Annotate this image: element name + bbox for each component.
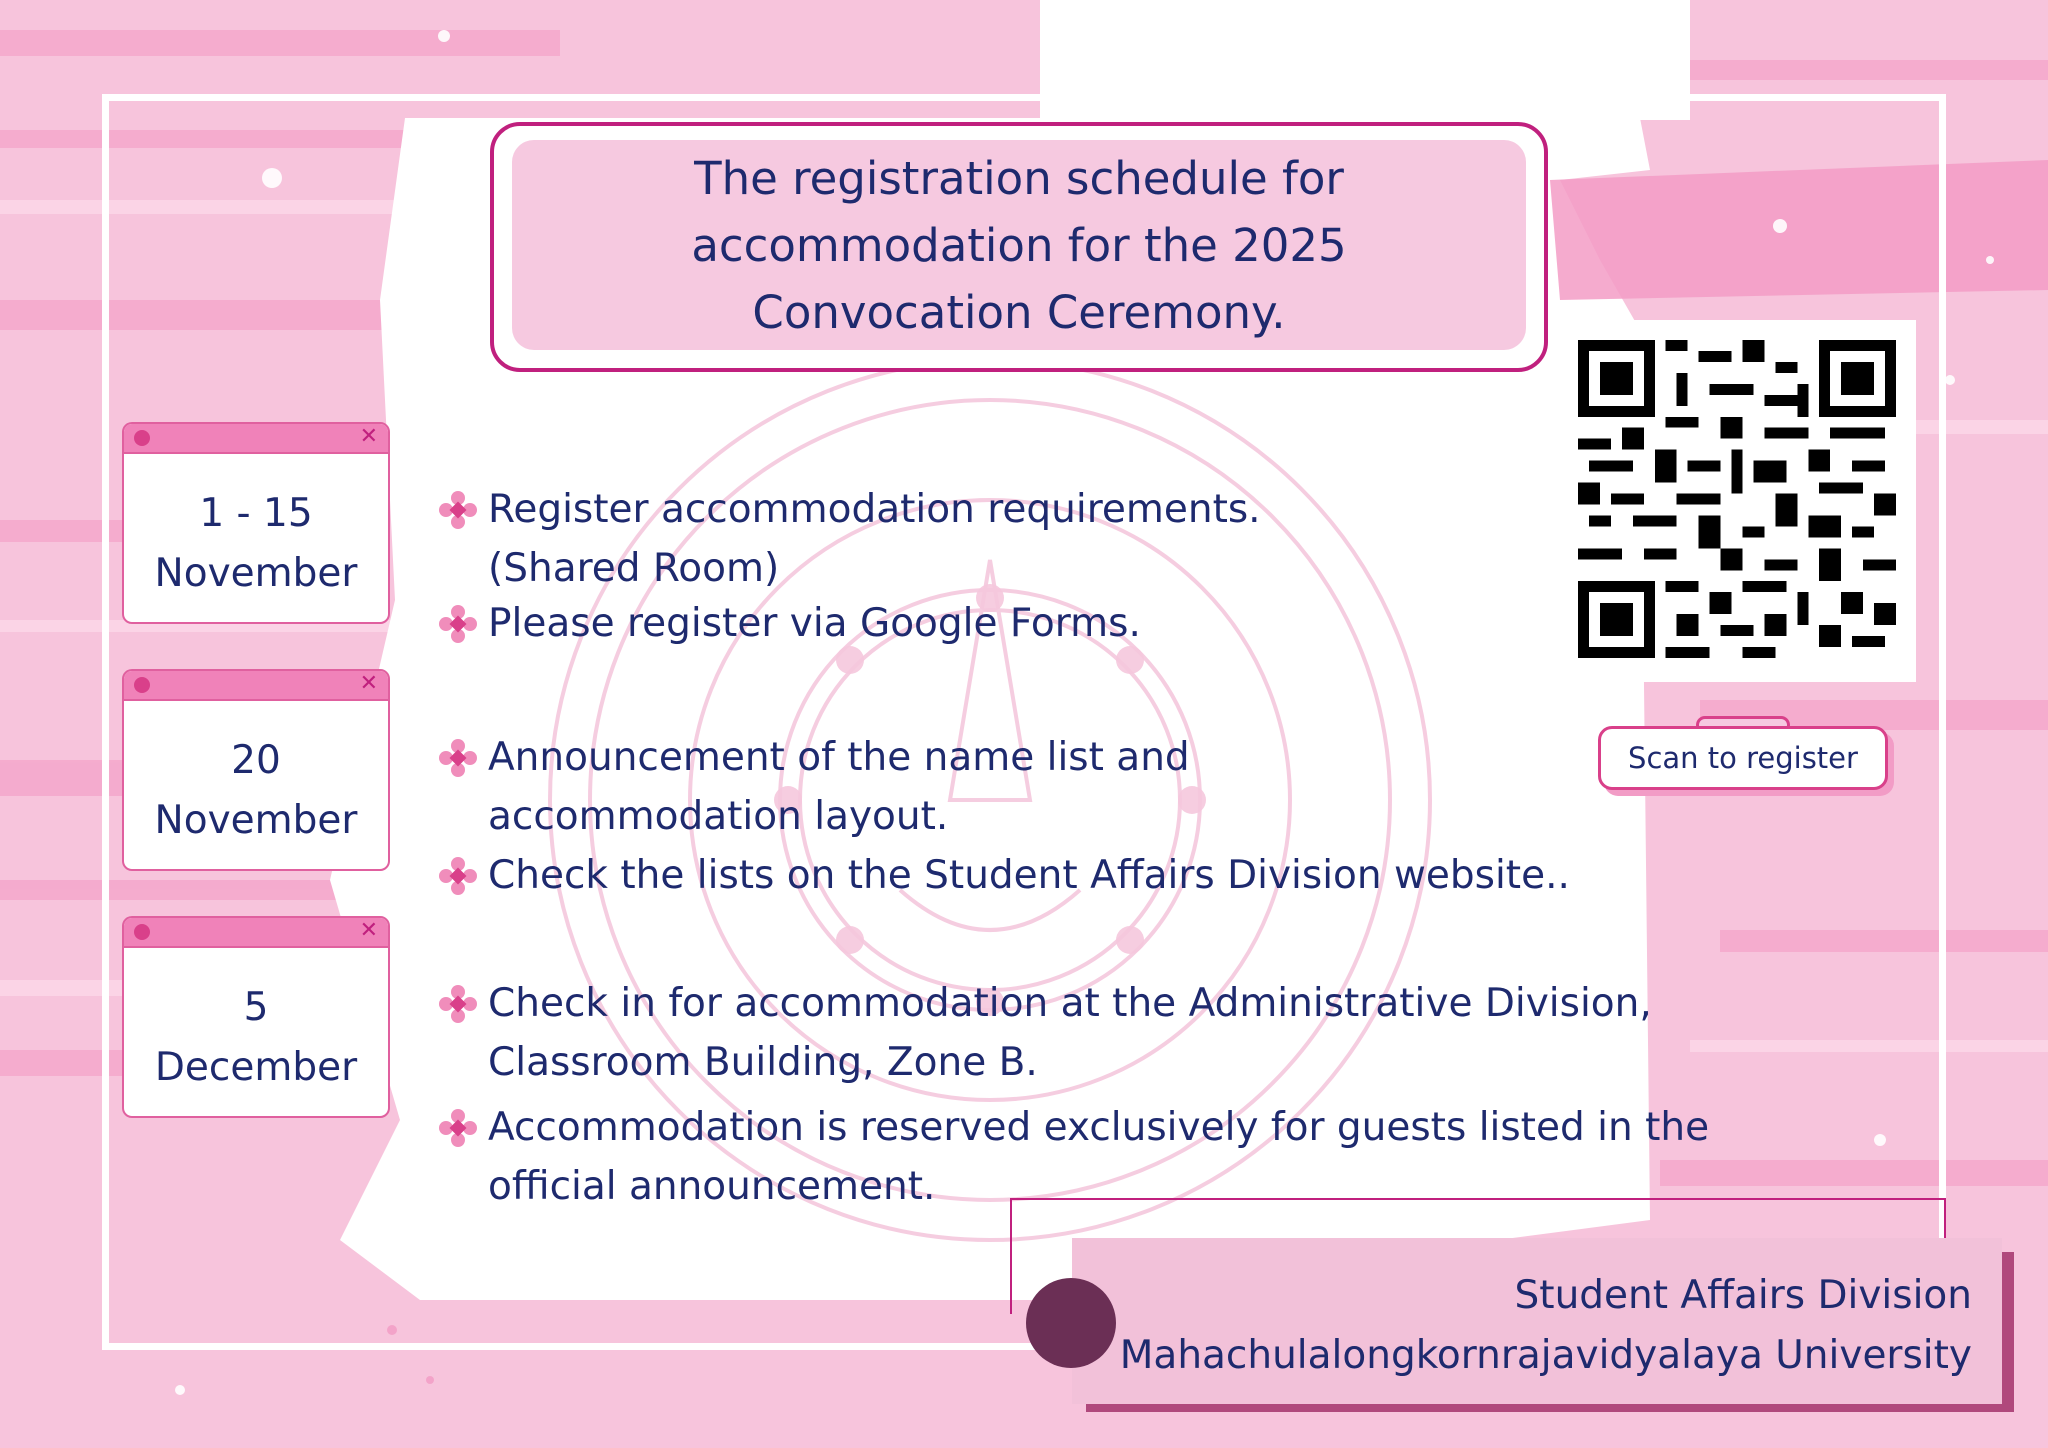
footer-line-1: Student Affairs Division	[1514, 1273, 1972, 1318]
schedule-item	[438, 594, 1141, 653]
date-card-titlebar	[124, 918, 388, 948]
title-line-3: Convocation Ceremony.	[752, 285, 1286, 339]
footer-box	[1072, 1238, 2002, 1404]
item-line: Check the lists on the Student Affairs Division website..	[488, 853, 1570, 898]
title-box	[490, 122, 1548, 372]
date-card-3	[122, 916, 390, 1118]
schedule-item	[438, 974, 1652, 1092]
close-icon: ✕	[359, 671, 378, 696]
title-line-1: The registration schedule for	[694, 151, 1344, 205]
schedule-item	[438, 728, 1190, 846]
item-line: official announcement.	[488, 1164, 936, 1209]
pink-diamond-flower-icon	[438, 490, 478, 530]
date-card-1	[122, 422, 390, 624]
date-card-titlebar	[124, 424, 388, 454]
pink-diamond-flower-icon	[438, 984, 478, 1024]
date-line-2: November	[154, 551, 358, 596]
pink-diamond-flower-icon	[438, 856, 478, 896]
date-line-2: December	[154, 1045, 358, 1090]
date-card-2	[122, 669, 390, 871]
window-dot-icon	[134, 677, 150, 693]
item-line: Classroom Building, Zone B.	[488, 1040, 1038, 1085]
page-title	[691, 145, 1346, 346]
date-line-2: November	[154, 798, 358, 843]
item-line: (Shared Room)	[488, 546, 780, 591]
pink-diamond-flower-icon	[438, 604, 478, 644]
date-card-titlebar	[124, 671, 388, 701]
close-icon: ✕	[359, 424, 378, 449]
qr-code-icon[interactable]	[1578, 340, 1896, 658]
title-inner	[512, 140, 1526, 350]
qr-code-panel	[1560, 320, 1916, 682]
pink-diamond-flower-icon	[438, 1108, 478, 1148]
date-line-1: 5	[243, 985, 269, 1030]
pink-diamond-flower-icon	[438, 738, 478, 778]
item-line: Announcement of the name list and	[488, 735, 1190, 780]
window-dot-icon	[134, 924, 150, 940]
scan-to-register-button[interactable]: Scan to register	[1598, 726, 1888, 790]
item-line: Register accommodation requirements.	[488, 487, 1261, 532]
window-dot-icon	[134, 430, 150, 446]
item-line: accommodation layout.	[488, 794, 949, 839]
close-icon: ✕	[359, 918, 378, 943]
footer-circle-decoration	[1026, 1278, 1116, 1368]
item-line: Check in for accommodation at the Administrative Division,	[488, 981, 1652, 1026]
date-line-1: 1 - 15	[199, 491, 313, 536]
date-line-1: 20	[231, 738, 281, 783]
item-line: Please register via Google Forms.	[488, 601, 1141, 646]
footer-line-2: Mahachulalongkornrajavidyalaya University	[1119, 1333, 1972, 1378]
schedule-item	[438, 846, 1570, 905]
title-line-2: accommodation for the 2025	[691, 218, 1347, 272]
item-line: Accommodation is reserved exclusively for guests listed in the	[488, 1105, 1710, 1150]
schedule-item	[438, 480, 1261, 598]
